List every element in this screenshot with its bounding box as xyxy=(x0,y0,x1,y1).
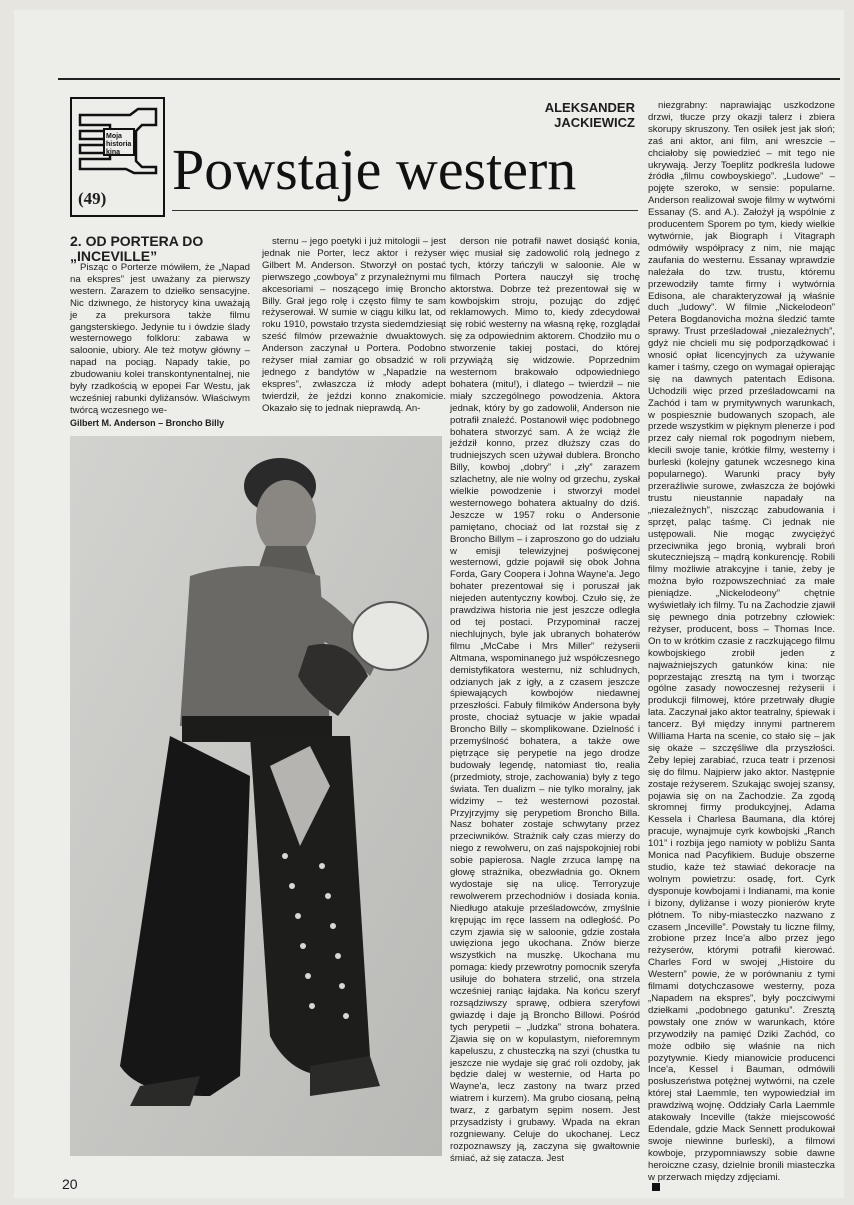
section-heading: 2. OD PORTERA DO „INCEVILLE” xyxy=(70,233,204,264)
svg-text:kina: kina xyxy=(106,149,121,156)
cowboy-figure-image xyxy=(70,436,442,1156)
column-text: Pisząc o Porterze mówiłem, że „Napad na ekspres” jest uważany za pierwszy western. Zarazem to dziełko sensacyjne. Nic dziwnego, że historycy kina uważają je za prekursora także filmu gangsterskiego. Jedynie tu i ówdzie ślady westernowego folkloru: zabawa w saloonie, ubiory. Ale też motyw główny – napad na pociąg. Napady takie, po zbudowaniu kolei transkontynentalnej, nie były rzadkością w epopei Far Westu, jak wcześniej rabunki dyliżansów. Właściwym twórcą wczesnego we- xyxy=(70,262,250,416)
series-logo xyxy=(70,97,165,217)
issue-number: (49) xyxy=(78,189,107,208)
text-column-2 xyxy=(262,236,446,436)
column-text: niezgrabny: naprawiając uszkodzone drzwi, tłucze przy okazji talerz i zbiera skorupy skruszony. Ten osiłek jest jak słoń; zaś ani aktor, ani film, ani wreszcie – chciałoby się powiedzieć – mit tego nie ukrywają. Jerzy Toeplitz podkreśla ludowe źródła „filmu cowboyskiego”. „Ludowe” – pojęte szeroko, w sensie: popularne. Anderson realizował swoje filmy w wytwórni Essanay (S. and A.). Założył ją wspólnie z producentem Sporem po tym, kiedy wielkie wytwórnie, jak Biograph i Vitagraph odmówiły współpracy z nim, nie mając zaufania do westernu. Essanay wprawdzie należała do tzw. trustu, któremu przewodziły tamte firmy i wytwórnia Edisona, ale charakteryzował ją właśnie duch „ludowy”. W filmie „Nickelodeon” Petera Bogdanovicha można śledzić tamte sprawy. Trust prześladował „niezależnych”, gdyż nie chcieli mu się podporządkować i wnosić opłat licencyjnych za używanie kamer i taśmy, czego on wymagał opierając się na dawnych patentach Edisona. Uchodzili więc przed prześladowcami na Zachód i tam w prymitywnych warunkach, w pospiesznie budowanych szopach, ale przede wszystkim w pięknym plenerze i pod przez cały niemal rok pogodnym niebem, klecili swoje tanie, krótkie filmy, westerny i burleski (kolejny gatunek wczesnego kina popularnego). Warunki pracy były przeraźliwie surowe, zwłaszcza że bojówki trustu nieustannie napadały na „niezależnych”, niszcząc zabudowania i sprzęt, paląc taśmę. Ci jednak nie ustępowali. Nie mogąc zwyciężyć przeciwnika jego bronią, wybrali broń skuteczniejszą – mądrą konkurencję. Robili filmy możliwie atrakcyjne i tanie, żeby je można było rozpowszechniać za małe pieniądze. „Nickelodeony” chętnie wyświetlały ich filmy. Tu na Zachodzie zjawił się pewnego dnia potrzebny człowiek: reżyser, producent, boss – Thomas Ince. On to w krótkim czasie z raczkującego filmu kowbojskiego zrobił jeden z najważniejszych gatunków kina: nie poprzestając zresztą na tym i tworząc ogólne zasady nowoczesnej reżyserii i produkcji filmowej, które przetrwały długie lata. Zaczynał jako aktor teatralny, śpiewak i tancerz. Był między innymi partnerem Williama Harta na scenie, co stało się – jak się okaże – szczęśliwe dla przyszłości. Żeby lepiej zarabiać, rzuca teatr i przenosi się do filmu. Najpierw jako aktor. Następnie zostaje reżyserem. Szukając swojej szansy, pojawia się on na Zachodzie. Za zgodą skromnej firmy produkcyjnej, Adama Kessela i Charlesa Baumana, dla której pracuje, wynajmuje cyrk kowbojski „Ranch 101” i rozbija jego namioty w pobliżu Santa Monica nad Pacyfikiem. Buduje obszerne studio, każe też stawiać dekoracje na wolnym powietrzu: osadę, fort. Cyrk dysponuje kowbojami i Indianami, ma konie i bizony, dyliżanse i wozy pionierów kryte płótnem. To niby-miasteczko nazwano z czasem „Inceville”. Powstały tu liczne filmy, zrobione przez Ince'a albo przez jego reżyserów, którymi potrafił kierować. Charles Ford w swojej „Histoire du Western” powie, że w porównaniu z tymi filmami dotychczasowe westerny, poza „Napadem na ekspres”, były poczciwymi dziełkami „podobnego gatunku”. Zresztą powstały one znów w warunkach, które przywodziły na pamięć Dziki Zachód, co może odbiło się właśnie na nich pozytywnie. Kiedy mianowicie producenci Ince'a, Kessel i Bauman, odmówili posłuszeństwa potężnej wytwórni, na czele której stał Laemmle, ten wypowiedział im prawdziwą wojnę. Oddziały Carla Laemmle atakowały Inceville (także miejscowość Edendale, gdzie Mack Sennett produkował swoje niewinne burleski), a filmowi kowboje, przypomniawszy sobie dawne heroiczne czasy, dzielnie bronili miasteczka w przerwach między zdjęciami. xyxy=(648,100,835,1183)
text-column-4 xyxy=(648,100,835,1183)
column-text: derson nie potrafił nawet dosiąść konia, więc musiał się zadowolić rolą jednego z tych, którzy tańczyli w saloonie. Ale w filmach Portera nauczył się trochę aktorstwa. Dobrze też prezentował się w kowbojskim stroju, pozując do zdjęć reklamowych. Mimo to, kiedy zdecydował się robić westerny na własną rękę, rozglądał się za odpowiednim aktorem. Chodziło mu o stworzenie takiej postaci, do której przywiążą się widzowie. Poprzednim westernom brakowało odpowiedniego bohatera (mitu!), i dlatego – twierdził – nie miały szczególnego powodzenia. Aktora jednak, który by go zadowolił, Anderson nie potrafił znaleźć. Postanowił więc podobnego bohatera stworzyć sam. A że wciąż źle jeździł konno, przez dłuższy czas do trudniejszych scen używał dublera. Broncho Billy, kowboj „dobry” i „zły” zarazem szlachetny, ale nie wolny od grzechu, zyskał wielkie powodzenie i stworzył model westernowego bohatera aktualny do dziś. Jeszcze w 1957 roku o Andersonie pamiętano, chociaż od lat rozstał się z Broncho Billym – i zaproszono go do udziału w emisji telewizyjnej poświęconej westernowi, gdzie pojawił się obok Johna Forda, Gary Coopera i Johna Wayne'a. Jego bohater prezentował się i poruszał jak niejeden autentyczny kowboj. Czuło się, że prawdziwa historia nie jest jeszcze odległa od tej postaci. Przypominał raczej niechlujnych, byle jak ubranych bohaterów filmu „McCabe i Mrs Miller” reżyserii Altmana, wspominanego już współczesnego demistyfikatora westernu, niż schludnych, odzianych jak z igły, a z czasem jeszcze śpiewających kowbojów niedawnej przeszłości. Fabuły filmików Andersona były proste, chociaż sytuacje w jakie wpadał Broncho Billy – skomplikowane. Dzielność i przemyślność bohatera, a także owe piętrzące się perypetie na jego drodze budowały legendę, natomiast tło, realia (przedmioty, stroje, zachowania) były z tego świata. Ten dualizm – nie tylko moralny, jak widzimy – też westernowi pozostał. Przyjrzyjmy się perypetiom Broncho Billa. Nasz bohater zostaje schwytany przez przeciwników. Strażnik cały czas mierzy do niego z rewolweru, on zaś najspokojniej robi sobie papierosa. Nagle zrzuca lampę na głowę strażnika, obezwładnia go. Oknem wydostaje się na ulicę. Terroryzuje rewolwerem przechodniów i dosiada konia. Niedługo atakuje prześladowców, zmyślnie krępując im ręce lassem na odległość. Po czym zjawia się w saloonie, gdzie została uwięziona jego ukochana. Znów bierze wszystkich na muszkę. Ukochana mu pomaga: kiedy przewrotny pomocnik szeryfa usiłuje do bohatera strzelić, ona strzela wcześniej raniąc łajdaka. Na końcu szeryf rozsądziwszy sprawę, odbiera szeryfowi gwiazdę i daje ją Broncho Billowi. Pośród tych perypetii – „ludzka” strona bohatera. Zjawia się on w kopulastym, nieforemnym kapeluszu, z chusteczką na szyi (chustka tu jeszcze nie wydaje się grać roli ozdoby, jak będzie dalej w westernie, od Harta po Wayne'a, lecz zastony na twarz przed wiatrem i kurzem). Ma grubo ciosaną, pełną twarz, z garbatym sępim nosem. Jest przysadzisty i grubawy. Wpada na ekran rozgniewany. Celuje do ukochanej. Lecz rozpoznawszy ją, zaczyna się gwałtownie śmiać, aż się zatacza. Jest xyxy=(450,236,640,1164)
photo-caption: Gilbert M. Anderson – Broncho Billy xyxy=(70,418,225,428)
article-title: Powstaje western xyxy=(172,137,577,202)
text-column-3 xyxy=(450,236,640,1176)
svg-text:Moja: Moja xyxy=(106,133,122,140)
title-rule xyxy=(172,210,638,211)
author-name: ALEKSANDER JACKIEWICZ xyxy=(544,100,635,130)
top-rule xyxy=(58,78,840,80)
film-frame-hands-icon xyxy=(76,105,160,177)
end-of-article-mark xyxy=(652,1183,660,1191)
column-text: sternu – jego poetyki i już mitologii – jest jednak nie Porter, lecz aktor i reżyser Gilbert M. Anderson. Stworzył on postać pierwszego „cowboya” z przynależnymi mu akcesoriami – noszącego imię Broncho Billy. Grał jego rolę i często filmy te sam reżyserował. W sumie w ciągu kilku lat, od roku 1910, powstało trzysta siedemdziesiąt sześć filmów przeważnie dwuaktowych. Anderson zaczynał u Portera. Podobno reżyser miał zamiar go obsadzić w roli jednego z bandytów w „Napadzie na ekspres”, zwłaszcza iż młody adept twierdził, że jeździ konno znakomicie. Okazało się to jednak nieprawdą. An- xyxy=(262,236,446,414)
page-number: 20 xyxy=(62,1176,78,1192)
text-column-1 xyxy=(70,262,250,416)
svg-text:historia: historia xyxy=(106,141,132,148)
cowboy-photo xyxy=(70,436,442,1156)
